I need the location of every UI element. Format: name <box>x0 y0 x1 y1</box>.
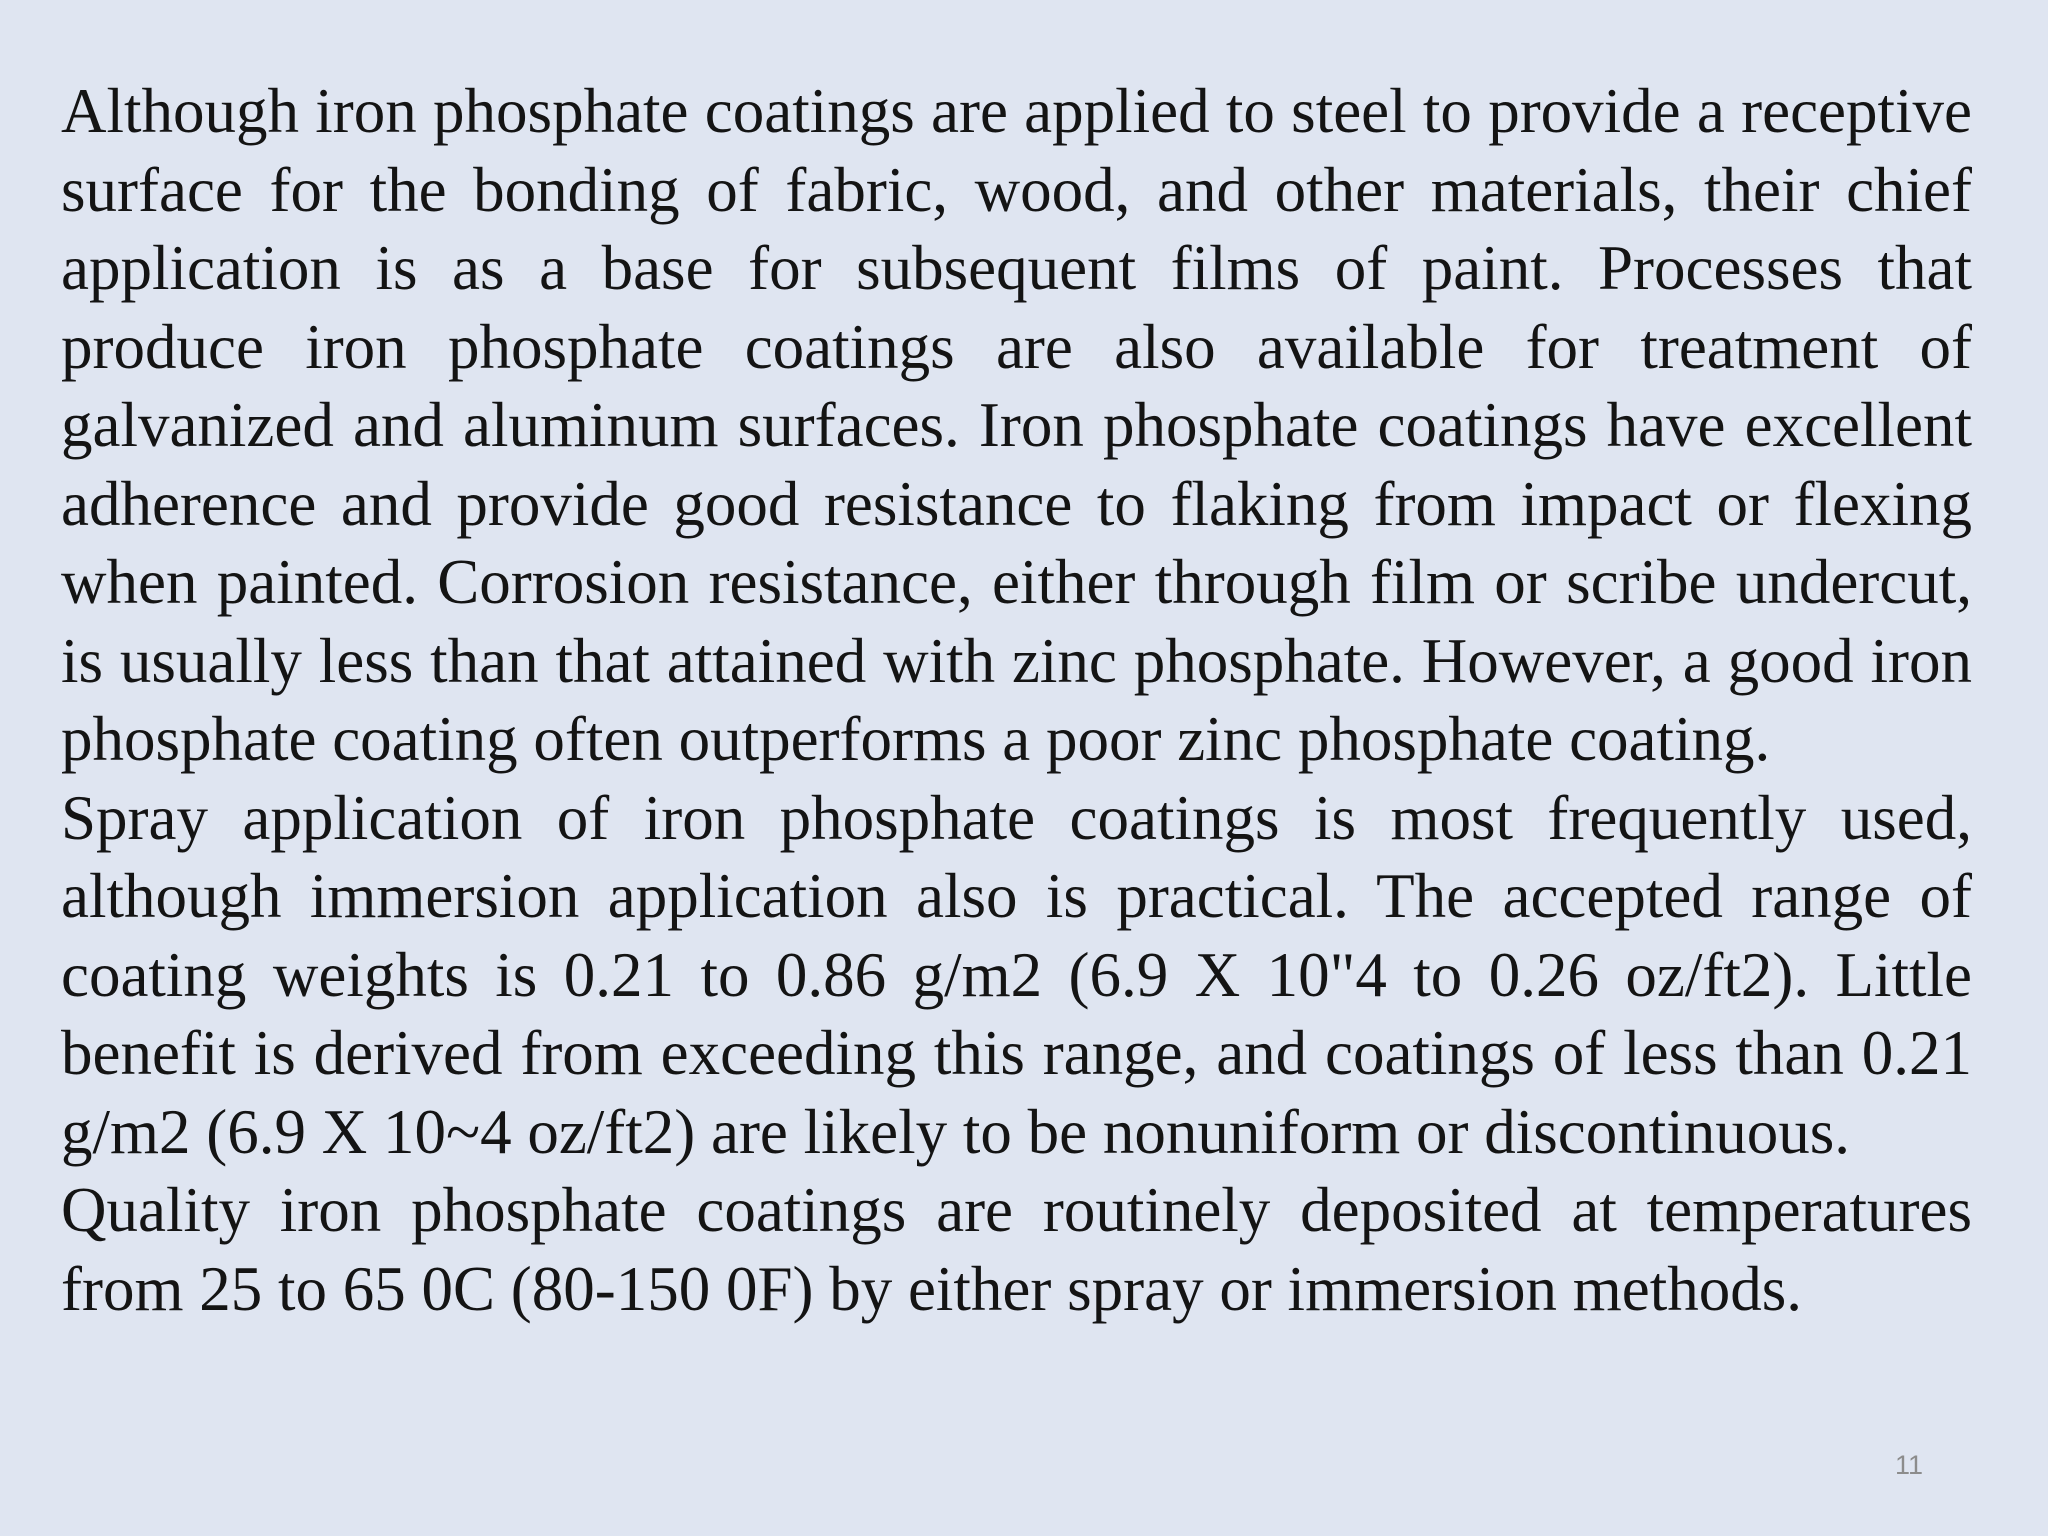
paragraph-iron-phosphate-overview: Although iron phosphate coatings are applied to steel to provide a receptive surface for the bonding of fabric, wood, and other materials, their chief application is as a base for subsequent films of paint. Processes that produce iron phosphate coatings are also available for treatment of galvanized and aluminum surfaces. Iron phosphate coatings have excellent adherence and provide good resistance to flaking from impact or flexing when painted. Corrosion resistance, either through film or scribe undercut, is usually less than that attained with zinc phosphate. However, a good iron phosphate coating often outperforms a poor zinc phosphate coating. <box>61 76 1972 774</box>
page-number: 11 <box>1894 1450 1923 1480</box>
paragraph-deposition-temperature: Quality iron phosphate coatings are routinely deposited at temperatures from 25 to 65 0C (80-150 0F) by either spray or immersion methods. <box>61 1175 1972 1324</box>
paragraph-spray-application: Spray application of iron phosphate coatings is most frequently used, although immersion application also is practical. The accepted range of coating weights is 0.21 to 0.86 g/m2 (6.9 X 10"4 to 0.26 oz/ft2). Little benefit is derived from exceeding this range, and coatings of less than 0.21 g/m2 (6.9 X 10~4 oz/ft2) are likely to be nonuniform or discontinuous. <box>61 782 1972 1167</box>
slide-body-text <box>61 72 1972 1328</box>
